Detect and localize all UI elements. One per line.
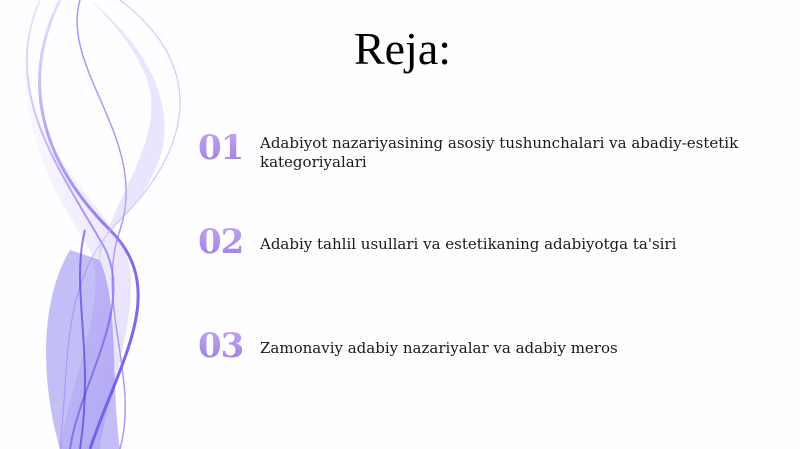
agenda-item-text: Adabiy tahlil usullari va estetikaning adabiyotga ta'siri <box>260 235 677 253</box>
agenda-item-text: Adabiyot nazariyasining asosiy tushunchalari va abadiy-estetik kategoriyalari <box>260 134 739 171</box>
agenda-item-number: 02 <box>198 222 244 262</box>
agenda-item-number: 03 <box>198 326 244 366</box>
agenda-item-text: Zamonaviy adabiy nazariyalar va adabiy meros <box>260 339 618 357</box>
agenda-item-number: 01 <box>198 128 244 168</box>
slide-title: Reja: <box>353 23 452 74</box>
